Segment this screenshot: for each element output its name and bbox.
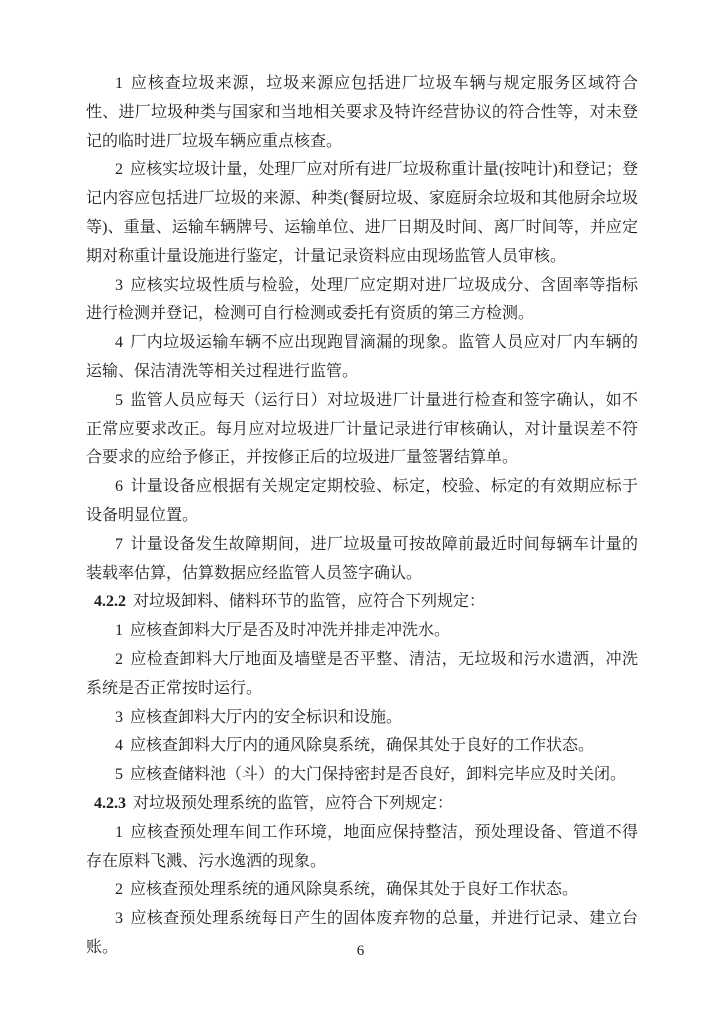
page-number: 6 — [356, 943, 365, 959]
item-number: 7 — [115, 535, 123, 553]
document-body — [86, 70, 638, 963]
section-number: 4.2.3 — [94, 794, 126, 812]
list-item: 1 应核查卸料大厅是否及时冲洗并排走冲洗水。 — [115, 622, 451, 640]
item-number: 1 — [115, 75, 123, 92]
list-item: 7 计量设备发生故障期间，进厂垃圾量可按故障前最近时间每辆车计量的装载率估算，估算数据应经监管人员签字确认。 — [86, 535, 638, 582]
section-number: 4.2.2 — [94, 593, 126, 611]
item-number: 1 — [115, 622, 123, 640]
item-number: 5 — [115, 391, 123, 409]
list-item: 6 计量设备应根据有关规定定期校验、标定，校验、标定的有效期应标于设备明显位置。 — [86, 478, 638, 524]
item-number: 3 — [115, 276, 123, 294]
list-item: 2 应核实垃圾计量，处理厂应对所有进厂垃圾称重计量(按吨计)和登记；登记内容应包括进厂垃圾的来源、种类(餐厨垃圾、家庭厨余垃圾和其他厨余垃圾等)、重量、运输车辆牌号、运输单位、进厂日期及时间、离厂时间等，并应定期对称重计量设施进行鉴定，计量记录资料应由现场监管人员审核。 — [86, 161, 638, 265]
section-heading: 4.2.3 对垃圾预处理系统的监管，应符合下列规定： — [94, 794, 454, 812]
list-item: 3 应核查预处理系统每日产生的固体废弃物的总量，并进行记录、建立台账。 — [86, 910, 638, 956]
item-number: 2 — [115, 161, 123, 179]
list-item: 1 应核查预处理车间工作环境，地面应保持整洁，预处理设备、管道不得存在原料飞溅、污水逸洒的现象。 — [86, 823, 638, 870]
list-item: 5 应核查储料池（斗）的大门保持密封是否良好，卸料完毕应及时关闭。 — [115, 766, 627, 784]
item-number: 4 — [115, 737, 123, 755]
list-item: 3 应核查卸料大厅内的安全标识和设施。 — [115, 708, 403, 726]
item-number: 1 — [115, 823, 123, 841]
item-number: 3 — [115, 910, 123, 928]
section-heading: 4.2.2 对垃圾卸料、储料环节的监管，应符合下列规定： — [94, 593, 486, 611]
list-item: 2 应核查预处理系统的通风除臭系统，确保其处于良好工作状态。 — [115, 881, 579, 899]
item-number: 2 — [115, 650, 123, 668]
item-number: 5 — [115, 766, 123, 784]
list-item: 2 应检查卸料大厅地面及墙壁是否平整、清洁，无垃圾和污水遗洒，冲洗系统是否正常按时运行。 — [86, 650, 638, 697]
list-item: 4 厂内垃圾运输车辆不应出现跑冒滴漏的现象。监管人员应对厂内车辆的运输、保洁清洗等相关过程进行监管。 — [86, 334, 638, 380]
list-item: 5 监管人员应每天（运行日）对垃圾进厂计量进行检查和签字确认，如不正常应要求改正。每月应对垃圾进厂计量记录进行审核确认，对计量误差不符合要求的应给予修正，并按修正后的垃圾进厂量签署结算单。 — [86, 391, 638, 467]
list-item: 3 应核实垃圾性质与检验，处理厂应定期对进厂垃圾成分、含固率等指标进行检测并登记，检测可自行检测或委托有资质的第三方检测。 — [86, 276, 638, 323]
list-item: 4 应核查卸料大厅内的通风除臭系统，确保其处于良好的工作状态。 — [115, 737, 595, 755]
list-item: 1 应核查垃圾来源，垃圾来源应包括进厂垃圾车辆与规定服务区域符合性、进厂垃圾种类与国家和当地相关要求及特许经营协议的符合性等，对未登记的临时进厂垃圾车辆应重点核查。 — [86, 75, 638, 150]
item-number: 4 — [115, 334, 123, 352]
item-number: 2 — [115, 881, 123, 899]
item-number: 6 — [115, 478, 123, 496]
item-number: 3 — [115, 708, 123, 726]
